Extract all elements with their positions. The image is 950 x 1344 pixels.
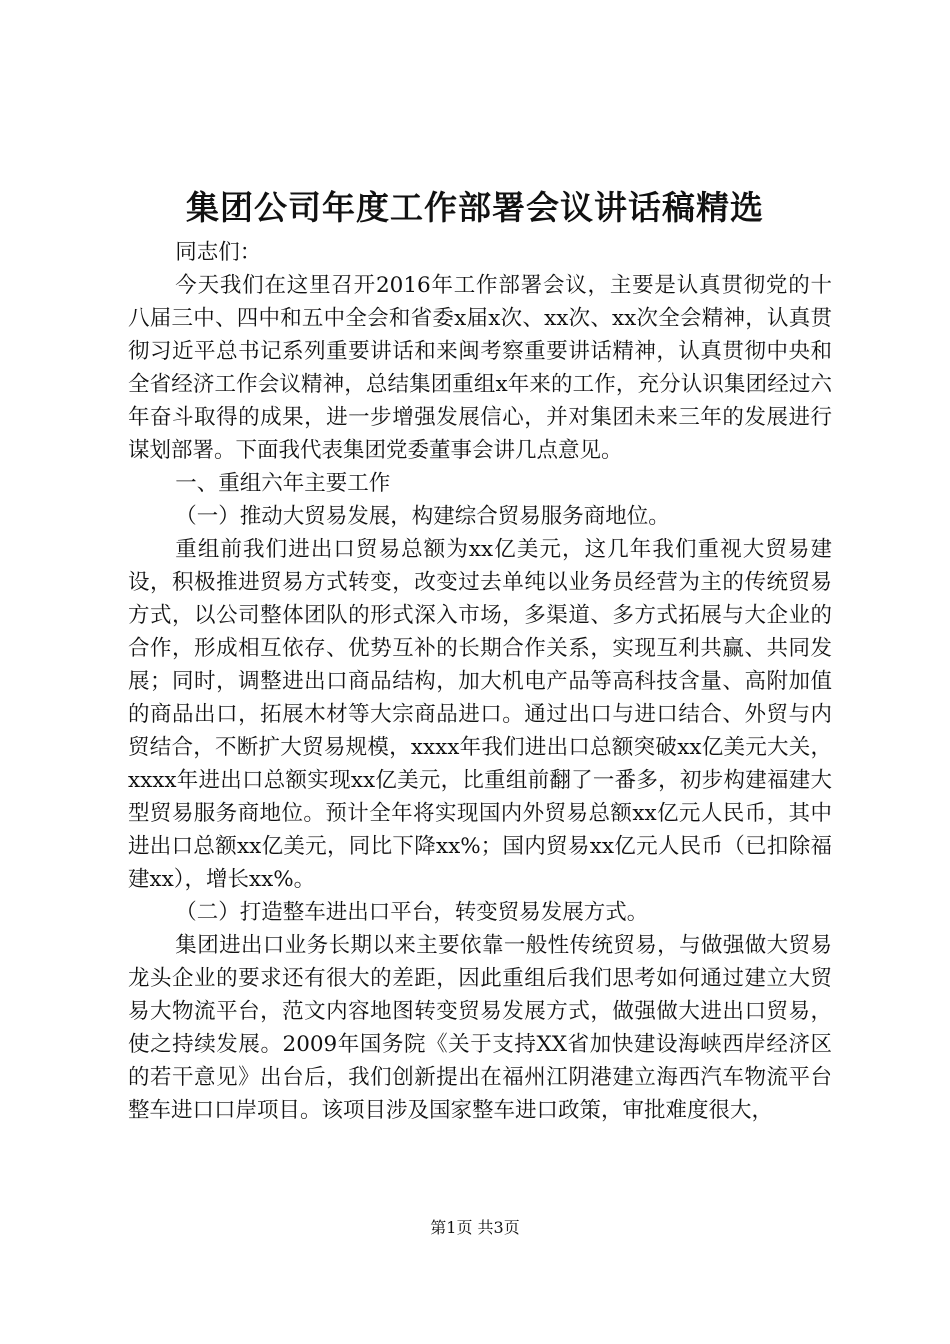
document-title: 集团公司年度工作部署会议讲话稿精选 — [186, 188, 764, 227]
subsection-heading-2: （二）打造整车进出口平台，转变贸易发展方式。 — [175, 900, 649, 925]
page-footer: 第1页 共3页 — [430, 1218, 520, 1237]
subsection-heading-1: （一）推动大贸易发展，构建综合贸易服务商地位。 — [175, 504, 670, 529]
document-body — [128, 236, 832, 1127]
paragraph-intro: 今天我们在这里召开2016年工作部署会议，主要是认真贯彻党的十八届三中、四中和五中全会和省委x届x次、xx次、xx次全会精神，认真贯彻习近平总书记系列重要讲话和来闽考察重要讲话精神，认真贯彻中央和全省经济工作会议精神，总结集团重组x年来的工作，充分认识集团经过六年奋斗取得的成果，进一步增强发展信心，并对集团未来三年的发展进行谋划部署。下面我代表集团党委董事会讲几点意见。 — [128, 273, 832, 463]
paragraph-trade: 重组前我们进出口贸易总额为xx亿美元，这几年我们重视大贸易建设，积极推进贸易方式转变，改变过去单纯以业务员经营为主的传统贸易方式，以公司整体团队的形式深入市场，多渠道、多方式拓展与大企业的合作，形成相互依存、优势互补的长期合作关系，实现互利共赢、共同发展；同时，调整进出口商品结构，加大机电产品等高科技含量、高附加值的商品出口，拓展木材等大宗商品进口。通过出口与进口结合、外贸与内贸结合，不断扩大贸易规模，xxxx年我们进出口总额突破xx亿美元大关，xxxx年进出口总额实现xx亿美元，比重组前翻了一番多，初步构建福建大型贸易服务商地位。预计全年将实现国内外贸易总额xx亿元人民币，其中进出口总额xx亿美元，同比下降xx%；国内贸易xx亿元人民币（已扣除福建xx），增长xx%。 — [128, 537, 832, 892]
section-heading-1: 一、重组六年主要工作 — [175, 471, 391, 496]
paragraph-vehicle-platform: 集团进出口业务长期以来主要依靠一般性传统贸易，与做强做大贸易龙头企业的要求还有很大的差距，因此重组后我们思考如何通过建立大贸易大物流平台，范文内容地图转变贸易发展方式，做强做大进出口贸易，使之持续发展。2009年国务院《关于支持XX省加快建设海峡西岸经济区的若干意见》出台后，我们创新提出在福州江阴港建立海西汽车物流平台整车进口口岸项目。该项目涉及国家整车进口政策，审批难度很大， — [128, 933, 832, 1123]
salutation: 同志们： — [175, 240, 262, 265]
